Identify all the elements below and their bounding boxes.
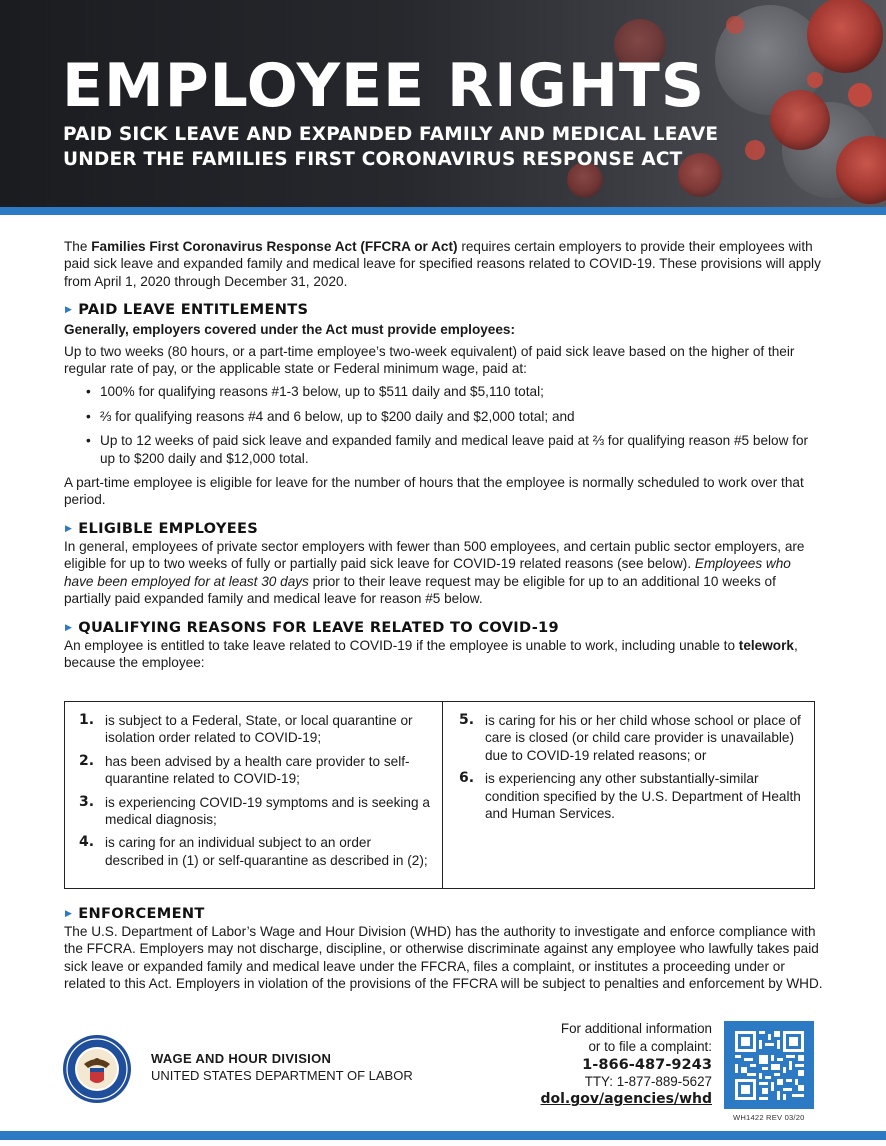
paid-leave-lead: Generally, employers covered under the Act must provide employees: (64, 322, 516, 338)
page-subtitle-line2: UNDER THE FAMILIES FIRST CORONAVIRUS RESPONSE ACT (63, 149, 683, 170)
qualifying-bold-word: telework (738, 637, 794, 653)
intro-paragraph (64, 238, 824, 290)
department-of-labor-seal-icon (62, 1034, 132, 1104)
list-item (79, 834, 432, 869)
form-id: WH1422 REV 03/20 (733, 1113, 805, 1122)
qualifying-post: , because the employee: (64, 637, 798, 670)
intro-pre: The (64, 239, 92, 254)
part-time-paragraph: A part-time employee is eligible for leave for the number of hours that the employee is normally scheduled to work over that period. (64, 475, 804, 508)
eligible-italic: Employees who have been employed for at least 30 days (64, 556, 791, 589)
page-title: EMPLOYEE RIGHTS (62, 51, 706, 121)
act-name: Families First Coronavirus Response Act (FFCRA or Act) (91, 239, 458, 254)
phone-number[interactable]: 1-866-487-9243 (582, 1055, 712, 1073)
list-item (79, 712, 432, 747)
enforcement-paragraph: The U.S. Department of Labor’s Wage and Hour Division (WHD) has the authority to investigate and enforce compliance with the FFCRA. Employers may not discharge, discipline, or otherwise discriminate against any employee who lawfully takes paid sick leave or expanded family and medical leave under the FFCRA, files a complaint, or institutes a proceeding under or related to this Act. Employers in violation of the provisions of the FFCRA will be subject to penalties and enforcement by WHD. (64, 924, 823, 992)
list-item (79, 794, 432, 829)
reason-text: is experiencing COVID-19 symptoms and is seeking a medical diagnosis; (105, 794, 430, 828)
reason-number: 5. (459, 712, 475, 728)
section-heading-text: ENFORCEMENT (78, 905, 205, 922)
reason-text: is caring for his or her child whose school or place of care is closed (or child care provider is unavailable) due to COVID-19 related reasons; or (485, 713, 801, 763)
eligible-paragraph (64, 538, 824, 608)
website-link[interactable]: dol.gov/agencies/whd (540, 1091, 712, 1108)
reason-text: is experiencing any other substantially-similar condition specified by the U.S. Department of Health and Human Services. (485, 771, 801, 822)
enforcement-section (64, 905, 824, 993)
spacer (64, 608, 824, 619)
qualifying-intro (64, 637, 824, 672)
triangle-bullet-icon: ▶ (65, 622, 73, 633)
reason-text: is caring for an individual subject to an order described in (1) or self-quarantine as described in (2); (105, 835, 428, 868)
list-item (79, 753, 432, 788)
reason-text: is subject to a Federal, State, or local quarantine or isolation order related to COVID-19; (105, 713, 413, 746)
contact-line2: or to file a complaint: (588, 1038, 712, 1054)
tty-number[interactable]: TTY: 1-877-889-5627 (584, 1074, 712, 1090)
division-name: WAGE AND HOUR DIVISION (151, 1051, 332, 1066)
section-heading-qualifying (64, 619, 824, 637)
qualifying-pre: An employee is entitled to take leave related to COVID-19 if the employee is unable to work, including unable to (64, 637, 739, 653)
section-heading-text: PAID LEAVE ENTITLEMENTS (78, 301, 309, 319)
page-subtitle-line1: PAID SICK LEAVE AND EXPANDED FAMILY AND MEDICAL LEAVE (63, 124, 719, 145)
reasons-right-column (443, 702, 814, 888)
agency-block (151, 1050, 413, 1084)
list-item: • ⅔ for qualifying reasons #4 and 6 below, up to $200 daily and $2,000 total; and (86, 408, 824, 425)
reason-number: 2. (79, 752, 95, 769)
triangle-bullet-icon: ▶ (65, 523, 73, 534)
header-accent-stripe (0, 207, 886, 215)
paid-leave-body: Up to two weeks (80 hours, or a part-time employee’s two-week equivalent) of paid sick leave based on the higher of their regular rate of pay, or the applicable state or Federal minimum wage, paid at: (64, 343, 795, 377)
triangle-bullet-icon: ▶ (65, 909, 73, 919)
reason-number: 6. (459, 770, 475, 787)
section-heading-eligible (64, 520, 824, 538)
header-banner (0, 0, 886, 207)
spacer (64, 509, 824, 520)
list-item: • Up to 12 weeks of paid sick leave and expanded family and medical leave paid at ⅔ for qualifying reason #5 below for up to $200 daily and $12,000 total. (86, 432, 824, 467)
reason-number: 1. (79, 712, 95, 728)
reason-number: 4. (79, 834, 95, 851)
reason-number: 3. (79, 793, 95, 810)
eligible-text2: prior to their leave request may be eligible for up to an additional 10 weeks of partially paid expanded family and medical leave for reason #5 below. (64, 573, 776, 607)
section-heading-text: ELIGIBLE EMPLOYEES (78, 519, 259, 537)
section-heading-enforcement (64, 905, 824, 923)
department-name: UNITED STATES DEPARTMENT OF LABOR (151, 1068, 413, 1083)
intro-post: requires certain employers to provide their employees with paid sick leave and expanded family and medical leave for specified reasons related to COVID-19. These provisions will apply from April 1, 2020 through December 31, 2020. (64, 239, 821, 289)
qr-code-icon[interactable] (735, 1031, 804, 1100)
reasons-left-column (65, 702, 443, 888)
contact-line1: For additional information (560, 1021, 712, 1036)
list-item: • 100% for qualifying reasons #1-3 below, up to $511 daily and $5,110 total; (86, 383, 824, 400)
spacer (64, 290, 824, 301)
section-heading-text: QUALIFYING REASONS FOR LEAVE RELATED TO COVID-19 (78, 618, 559, 636)
list-item (459, 712, 804, 764)
document-body (64, 238, 824, 671)
footer-accent-stripe (0, 1131, 886, 1140)
contact-block (540, 1020, 712, 1109)
qualifying-reasons-box (64, 701, 815, 889)
reason-text: has been advised by a health care provider to self-quarantine related to COVID-19; (105, 753, 410, 787)
triangle-bullet-icon: ▶ (65, 305, 73, 316)
list-item (459, 770, 804, 822)
paid-leave-bullets (86, 383, 824, 467)
section-heading-paid-leave (64, 301, 824, 319)
eligible-text1: In general, employees of private sector employers with fewer than 500 employees, and certain public sector employers, are eligible for up to two weeks of fully or partially paid sick leave for COVID-19 related reasons (see below). (64, 538, 805, 572)
